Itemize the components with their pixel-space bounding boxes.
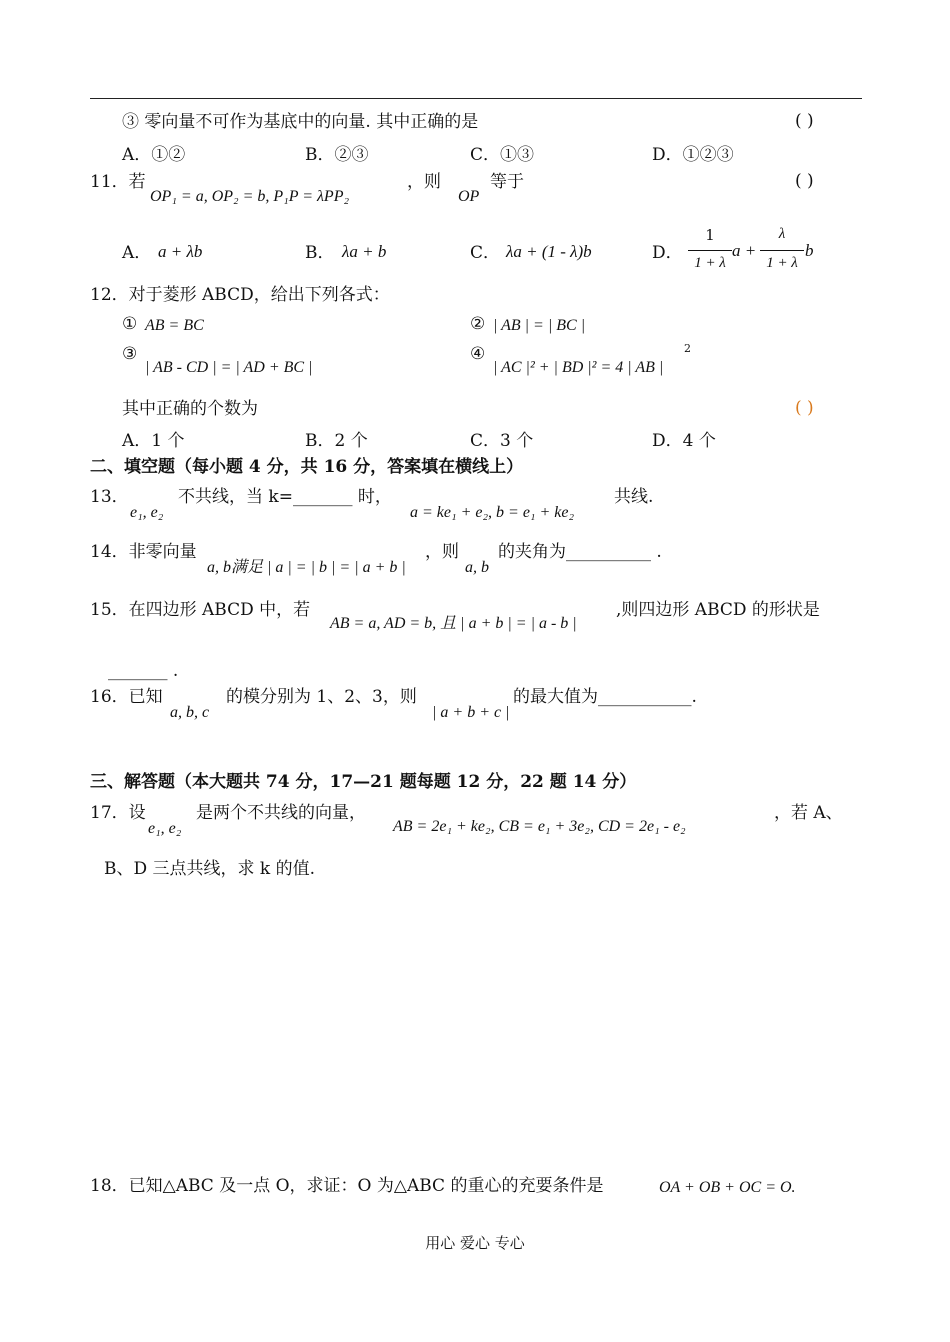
q11-option-b: λa + b xyxy=(342,242,387,261)
q10-option-a: A．①② xyxy=(122,145,186,165)
q10-answer-paren: ( ) xyxy=(795,111,814,131)
q13-num: 13． xyxy=(90,487,129,507)
q11-condition: OP₁ = a, OP₂ = b, P₁P = λPP₂ xyxy=(150,188,350,205)
q11-option-a-label: A． xyxy=(122,243,152,263)
q11-option-a: a + λb xyxy=(158,242,203,261)
q11-d-end: b xyxy=(805,241,814,260)
q14-then: ，则 xyxy=(425,542,459,562)
q12-s4-sup: 2 xyxy=(684,342,691,355)
q12-answer-paren: ( ) xyxy=(795,398,814,418)
q11-op: OP xyxy=(458,188,480,205)
q11-d-mid: a + xyxy=(732,241,757,260)
q11-option-c: λa + (1 - λ)b xyxy=(506,242,592,261)
q13-expr: a = ke₁ + e₂, b = e₁ + ke₂ xyxy=(410,504,575,521)
q10-option-c: C．①③ xyxy=(470,145,535,165)
q15-stem: 15．在四边形 ABCD 中，若 xyxy=(90,600,311,620)
q17-tail: ，若 A、 xyxy=(774,803,843,823)
q15-condition: AB = a, AD = b, 且 | a + b | = | a - b | xyxy=(330,615,577,632)
q10-option-b: B．②③ xyxy=(305,145,369,165)
page-footer: 用心 爱心 专心 xyxy=(425,1234,525,1252)
q15-tail: ,则四边形 ABCD 的形状是 xyxy=(616,600,820,620)
q16-tail: 的最大值为___________. xyxy=(513,687,697,707)
q18-stem: 18．已知△ABC 及一点 O，求证：O 为△ABC 的重心的充要条件是 xyxy=(90,1176,604,1196)
q11-option-b-label: B． xyxy=(305,243,335,263)
q12-s1-mark: ① xyxy=(122,314,138,334)
q13-vectors: e₁, e₂ xyxy=(130,504,164,521)
q16-vectors: a, b, c xyxy=(170,704,210,721)
q14-stem: 14．非零向量 xyxy=(90,542,197,562)
q15-blank: _______ . xyxy=(108,661,179,681)
q12-s3-mark: ③ xyxy=(122,344,138,364)
q12-s1-expr: AB = BC xyxy=(145,317,204,334)
q12-option-b: B．2 个 xyxy=(305,431,368,451)
q12-s2-mark: ② xyxy=(470,314,486,334)
q13-text: 不共线，当 k=_______ 时， xyxy=(178,487,392,507)
q12-s2-expr: | AB | = | BC | xyxy=(493,317,586,334)
section-3-heading: 三、解答题（本大题共 74 分，17—21 题每题 12 分，22 题 14 分） xyxy=(90,772,637,792)
q10-option-d: D．①②③ xyxy=(652,145,734,165)
q11-option-c-label: C． xyxy=(470,243,501,263)
section-2-heading: 二、填空题（每小题 4 分，共 16 分，答案填在横线上） xyxy=(90,457,524,477)
q16-text: 的模分别为 1、2、3，则 xyxy=(226,687,417,707)
q17-vectors: e₁, e₂ xyxy=(148,820,182,837)
q11-d-den1: 1 + λ xyxy=(694,255,726,271)
q18-expr: OA + OB + OC = O. xyxy=(659,1179,796,1196)
q11-then: ，则 xyxy=(407,172,441,192)
q13-tail: 共线. xyxy=(614,487,654,507)
q17-continued: B、D 三点共线，求 k 的值. xyxy=(104,859,316,879)
q11-answer-paren: ( ) xyxy=(795,171,814,191)
q12-option-c: C．3 个 xyxy=(470,431,534,451)
q17-text: 是两个不共线的向量， xyxy=(196,803,366,823)
q12-s3-expr: | AB - CD | = | AD + BC | xyxy=(145,359,313,376)
q12-option-d: D．4 个 xyxy=(652,431,716,451)
q12-s4-mark: ④ xyxy=(470,344,486,364)
q10-statement-3: ③ 零向量不可作为基底中的向量. 其中正确的是 xyxy=(122,112,479,132)
q12-option-a: A．1 个 xyxy=(122,431,185,451)
q16-expr: | a + b + c | xyxy=(432,704,510,721)
header-rule xyxy=(90,98,862,99)
q12-s4-expr: | AC |² + | BD |² = 4 | AB | xyxy=(493,359,664,376)
q14-tail: 的夹角为__________ . xyxy=(498,542,662,562)
q11-tail: 等于 xyxy=(490,172,524,192)
q16-stem: 16．已知 xyxy=(90,687,163,707)
q17-expr: AB = 2e₁ + ke₂, CB = e₁ + 3e₂, CD = 2e₁ - e₂ xyxy=(393,818,686,835)
q12-stem: 12．对于菱形 ABCD，给出下列各式： xyxy=(90,285,390,305)
q14-vectors: a, b xyxy=(465,559,489,576)
q11-d-num1: 1 xyxy=(705,226,715,244)
q14-condition: a, b满足 | a | = | b | = | a + b | xyxy=(207,559,406,576)
q11-stem: 11．若 xyxy=(90,172,146,192)
q11-d-fracbar1 xyxy=(688,250,732,251)
q17-stem: 17．设 xyxy=(90,803,146,823)
q11-d-fracbar2 xyxy=(760,250,804,251)
q11-d-num2: λ xyxy=(778,226,786,242)
q12-ask: 其中正确的个数为 xyxy=(122,399,258,419)
q11-option-d-label: D． xyxy=(652,243,683,263)
q11-d-den2: 1 + λ xyxy=(766,255,798,271)
